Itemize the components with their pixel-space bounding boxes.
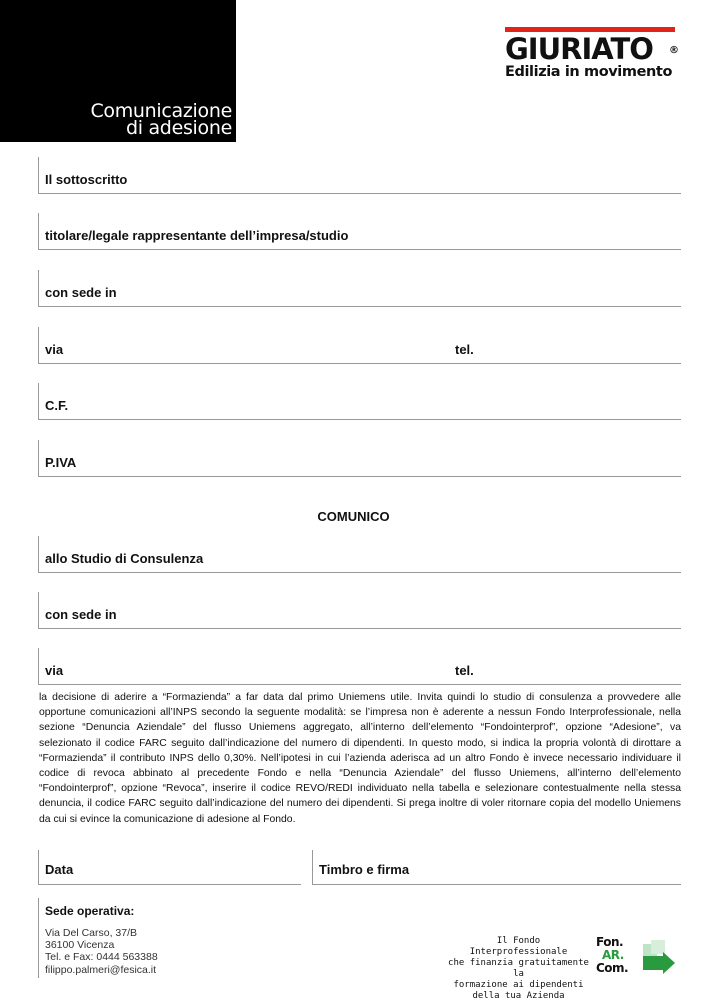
fonarcom-logo-com: Com.: [596, 961, 629, 975]
field-cf[interactable]: [38, 383, 681, 420]
sede-city: 36100 Vicenza: [45, 939, 115, 952]
field-sede-studio[interactable]: [38, 592, 681, 629]
field-via-impresa[interactable]: [38, 327, 681, 364]
brand-tagline: Edilizia in movimento: [505, 64, 673, 80]
field-timbro-firma[interactable]: [312, 850, 681, 885]
sede-email[interactable]: filippo.palmeri@fesica.it: [45, 963, 157, 976]
field-studio[interactable]: [38, 536, 681, 573]
field-label-data: Data: [45, 862, 74, 877]
brand-name: GIURIATO: [505, 32, 653, 66]
field-sede-impresa[interactable]: [38, 270, 681, 307]
field-label-piva: P.IVA: [45, 455, 77, 470]
fonarcom-logo-ar: AR.: [602, 948, 624, 962]
sede-divider: [38, 898, 39, 978]
fondo-line4: della tua Azienda: [472, 991, 565, 1001]
brand-name-wrap: [505, 34, 680, 64]
field-label-titolare: titolare/legale rappresentante dell’impresa/studio: [45, 228, 349, 243]
fondo-line1: Il Fondo Interprofessionale: [469, 936, 568, 957]
fondo-description: [446, 936, 591, 1002]
fondo-line2: che finanzia gratuitamente la: [448, 958, 589, 979]
field-piva[interactable]: [38, 440, 681, 477]
fonarcom-logo: [596, 936, 628, 975]
field-label-via-impresa: via: [45, 342, 64, 357]
sede-address: Via Del Carso, 37/B: [45, 927, 138, 939]
field-label-tel-impresa: tel.: [455, 342, 474, 357]
field-label-sede-impresa: con sede in: [45, 285, 117, 300]
field-label-cf: C.F.: [45, 398, 69, 413]
document-title: [90, 100, 232, 139]
field-label-studio: allo Studio di Consulenza: [45, 551, 204, 566]
field-label-timbro-firma: Timbro e firma: [319, 862, 410, 877]
field-data[interactable]: [38, 850, 301, 885]
field-via-studio[interactable]: [38, 648, 681, 685]
giuriato-logo: [505, 27, 680, 80]
sede-operativa-title: Sede operativa:: [45, 904, 135, 918]
field-label-sottoscritto: Il sottoscritto: [45, 172, 128, 187]
fonarcom-logo-fon: Fon.: [596, 935, 624, 949]
fonarcom-arrow-icon: [641, 940, 683, 974]
registered-mark: ®: [669, 45, 678, 56]
sede-operativa-details: [45, 927, 158, 976]
field-label-sede-studio: con sede in: [45, 607, 117, 622]
body-paragraph: la decisione di aderire a “Formazienda” a far data dal primo Uniemens utile. Invita quindi lo studio di consulenza a provvedere alle opportune comunicazioni all’INPS secondo la seguente modalità: se l’impresa non è aderente a nessun Fondo Interprofessionale, nella sezione “Denuncia Aziendale” del flusso Uniemens aggregato, all’interno dell’elemento “Fondointerprof”, opzione “Adesione”, va selezionato il codice FARC seguito dall’indicazione del numero di dipendenti. In questo modo, si indica la propria volontà di dirottare a “Formazienda” il contributo INPS dello 0,30%. Nell’ipotesi in cui l’azienda aderisca ad un altro Fondo è invece necessario individuare il codice di revoca abbinato al precedente Fondo e nella “Denuncia Aziendale” del flusso Uniemens, all’interno dell’elemento “Fondointerprof”, opzione “Revoca”, inserire il codice REVO/REDI individuato nella tabella e selezionare contestualmente nella stessa denuncia, il codice FARC seguito dall’indicazione del numero dei dipendenti. Si prega inoltre di voler ritornare copia del modello Uniemens da cui si evince la comunicazione di adesione al Fondo.: [39, 692, 681, 825]
comunico-heading: COMUNICO: [317, 509, 390, 524]
sede-phone: Tel. e Fax: 0444 563388: [45, 951, 158, 964]
fondo-line3: formazione ai dipendenti: [453, 980, 584, 990]
document-title-line1: Comunicazione: [90, 100, 232, 122]
field-label-tel-studio: tel.: [455, 663, 474, 678]
field-label-via-studio: via: [45, 663, 64, 678]
field-titolare[interactable]: [38, 213, 681, 250]
header-block: [0, 0, 236, 142]
document-title-line2: di adesione: [125, 117, 232, 139]
field-sottoscritto[interactable]: [38, 157, 681, 194]
